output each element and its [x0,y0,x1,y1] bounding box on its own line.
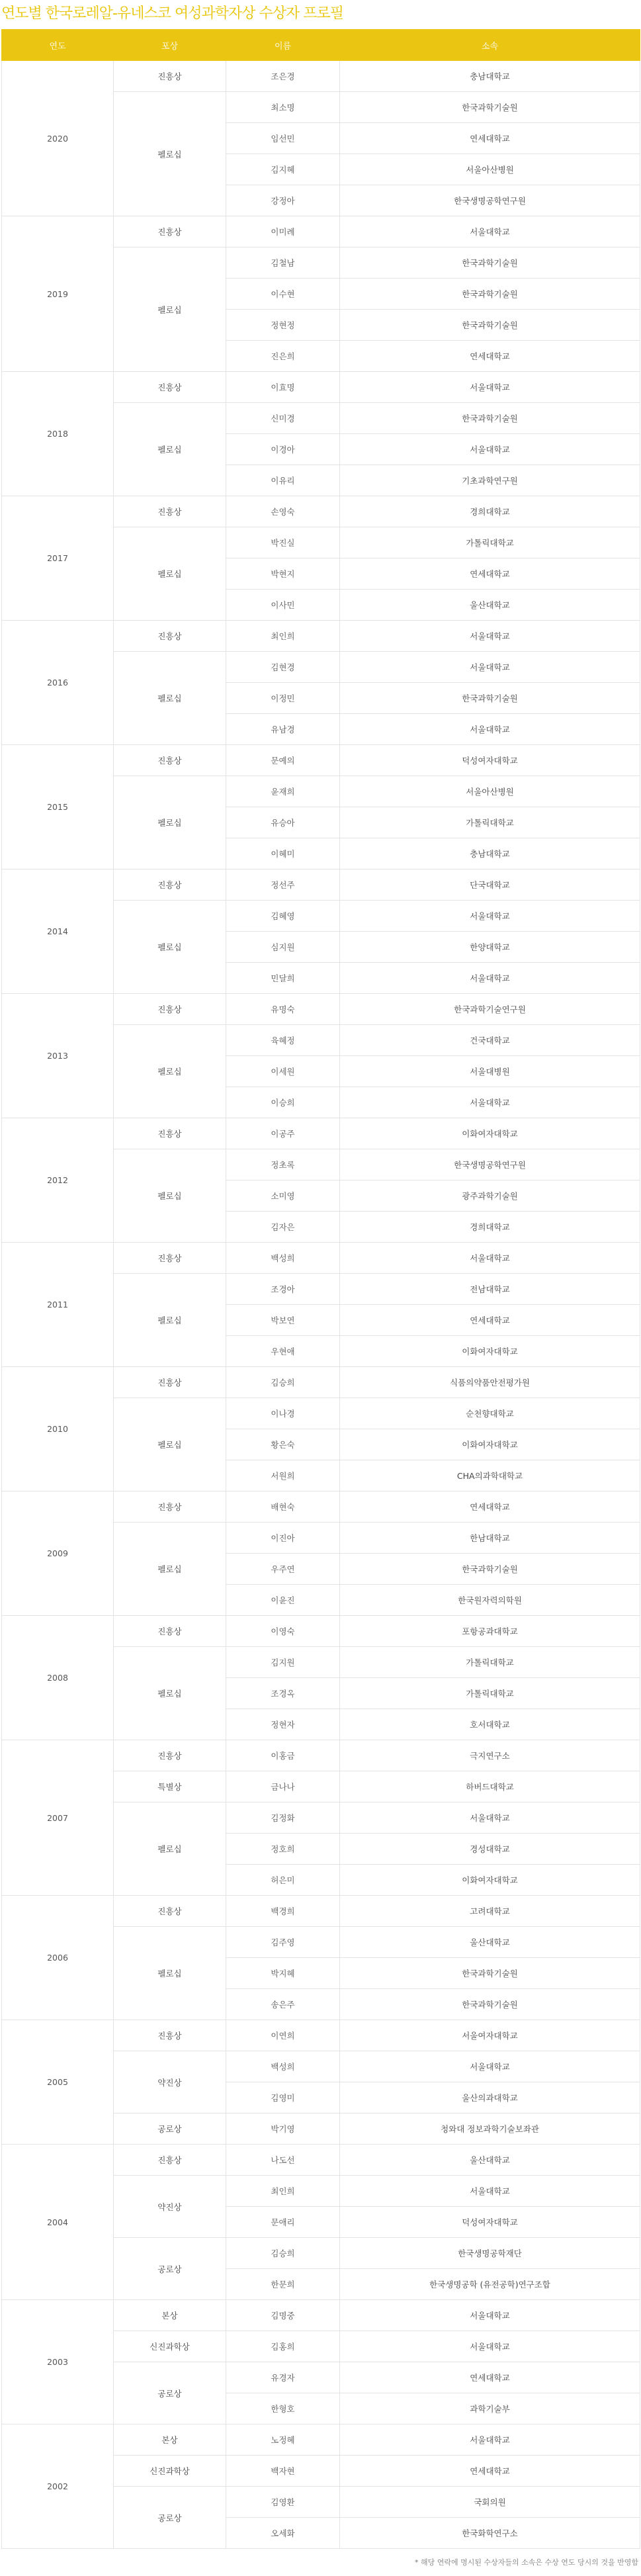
affiliation-cell: 한남대학교 [340,1523,640,1554]
affiliation-cell: 청와대 정보과학기술보좌관 [340,2113,640,2145]
table-row [2,1118,640,1149]
name-cell: 박기영 [226,2113,340,2145]
award-cell: 신진과학상 [114,2456,226,2487]
affiliation-cell: 가톨릭대학교 [340,527,640,558]
name-cell: 이사민 [226,590,340,621]
affiliation-cell: 경희대학교 [340,496,640,527]
affiliation-cell: 연세대학교 [340,2456,640,2487]
name-cell: 정현자 [226,1709,340,1740]
award-cell: 펠로십 [114,403,226,496]
header-affiliation: 소속 [340,30,640,61]
name-cell: 최소명 [226,92,340,123]
name-cell: 금나나 [226,1771,340,1802]
name-cell: 한형호 [226,2393,340,2424]
name-cell: 이세원 [226,1056,340,1087]
affiliation-cell: 극지연구소 [340,1740,640,1771]
name-cell: 백성희 [226,2051,340,2082]
affiliation-cell: 가톨릭대학교 [340,1647,640,1678]
awards-table [1,29,640,2549]
award-cell: 펠로십 [114,1647,226,1740]
year-cell: 2011 [2,1243,114,1367]
affiliation-cell: 한국과학기술원 [340,1989,640,2020]
name-cell: 이정민 [226,683,340,714]
name-cell: 김정화 [226,1802,340,1834]
name-cell: 정선주 [226,869,340,901]
award-cell: 약진상 [114,2051,226,2113]
year-cell: 2016 [2,621,114,745]
name-cell: 이승희 [226,1087,340,1118]
table-row [2,869,640,901]
affiliation-cell: 서울대학교 [340,901,640,932]
name-cell: 김지혜 [226,154,340,185]
award-cell: 펠로십 [114,1927,226,2020]
name-cell: 노정혜 [226,2424,340,2456]
affiliation-cell: 서울대학교 [340,1802,640,1834]
award-cell: 펠로십 [114,1802,226,1896]
year-cell: 2003 [2,2300,114,2424]
name-cell: 이윤진 [226,1585,340,1616]
name-cell: 한문희 [226,2269,340,2300]
affiliation-cell: 한국과학기술원 [340,1554,640,1585]
affiliation-cell: 서울대학교 [340,434,640,465]
affiliation-cell: 한국과학기술연구원 [340,994,640,1025]
table-row [2,2020,640,2051]
page-title: 연도별 한국로레알-유네스코 여성과학자상 수상자 프로필 [1,5,343,22]
name-cell: 박보연 [226,1305,340,1336]
affiliation-cell: CHA의과학대학교 [340,1460,640,1491]
award-cell: 특별상 [114,1771,226,1802]
affiliation-cell: 가톨릭대학교 [340,1678,640,1709]
name-cell: 손영숙 [226,496,340,527]
name-cell: 김현경 [226,652,340,683]
award-cell: 공로상 [114,2238,226,2300]
year-cell: 2005 [2,2020,114,2145]
name-cell: 민달희 [226,963,340,994]
name-cell: 김승희 [226,2238,340,2269]
affiliation-cell: 고려대학교 [340,1896,640,1927]
name-cell: 오세화 [226,2518,340,2549]
name-cell: 정현정 [226,310,340,341]
award-cell: 진흥상 [114,994,226,1025]
year-cell: 2020 [2,61,114,216]
affiliation-cell: 한양대학교 [340,932,640,963]
header-year: 연도 [2,30,114,61]
affiliation-cell: 연세대학교 [340,1305,640,1336]
award-cell: 진흥상 [114,1243,226,1274]
year-cell: 2014 [2,869,114,994]
award-cell: 진흥상 [114,1740,226,1771]
year-cell: 2018 [2,372,114,496]
year-cell: 2017 [2,496,114,621]
name-cell: 이수현 [226,279,340,310]
name-cell: 유명숙 [226,994,340,1025]
name-cell: 조은경 [226,61,340,92]
name-cell: 정호희 [226,1834,340,1865]
award-cell: 진흥상 [114,216,226,247]
name-cell: 김승희 [226,1367,340,1398]
affiliation-cell: 경성대학교 [340,1834,640,1865]
affiliation-cell: 서울대학교 [340,621,640,652]
award-cell: 진흥상 [114,1367,226,1398]
affiliation-cell: 이화여자대학교 [340,1429,640,1460]
affiliation-cell: 포항공과대학교 [340,1616,640,1647]
name-cell: 이경아 [226,434,340,465]
affiliation-cell: 서울대학교 [340,652,640,683]
affiliation-cell: 덕성여자대학교 [340,2207,640,2238]
year-cell: 2013 [2,994,114,1118]
affiliation-cell: 한국과학기술원 [340,279,640,310]
table-row [2,216,640,247]
name-cell: 서원희 [226,1460,340,1491]
affiliation-cell: 한국생명공학연구원 [340,1149,640,1180]
affiliation-cell: 연세대학교 [340,2362,640,2393]
award-cell: 공로상 [114,2113,226,2145]
table-row [2,1243,640,1274]
affiliation-cell: 서울대학교 [340,2051,640,2082]
name-cell: 배현숙 [226,1491,340,1523]
name-cell: 백성희 [226,1243,340,1274]
affiliation-cell: 기초과학연구원 [340,465,640,496]
award-cell: 펠로십 [114,1025,226,1118]
table-row [2,1491,640,1523]
affiliation-cell: 과학기술부 [340,2393,640,2424]
table-row [2,496,640,527]
affiliation-cell: 식품의약품안전평가원 [340,1367,640,1398]
name-cell: 이공주 [226,1118,340,1149]
name-cell: 이진아 [226,1523,340,1554]
award-cell: 진흥상 [114,2145,226,2176]
name-cell: 송은주 [226,1989,340,2020]
affiliation-cell: 서울대학교 [340,216,640,247]
award-cell: 약진상 [114,2176,226,2238]
year-cell: 2004 [2,2145,114,2300]
affiliation-cell: 한국과학기술원 [340,683,640,714]
table-row [2,1740,640,1771]
table-row [2,621,640,652]
name-cell: 육혜정 [226,1025,340,1056]
table-body [2,61,640,2549]
name-cell: 유경자 [226,2362,340,2393]
affiliation-cell: 한국화학연구소 [340,2518,640,2549]
affiliation-cell: 전남대학교 [340,1274,640,1305]
name-cell: 박진실 [226,527,340,558]
affiliation-cell: 광주과학기술원 [340,1180,640,1212]
affiliation-cell: 연세대학교 [340,558,640,590]
award-cell: 진흥상 [114,496,226,527]
table-row [2,745,640,776]
award-cell: 펠로십 [114,527,226,621]
name-cell: 임선민 [226,123,340,154]
affiliation-cell: 한국과학기술원 [340,403,640,434]
name-cell: 윤재희 [226,776,340,807]
name-cell: 이유리 [226,465,340,496]
award-cell: 신진과학상 [114,2331,226,2362]
name-cell: 최인희 [226,2176,340,2207]
affiliation-cell: 순천향대학교 [340,1398,640,1429]
table-row [2,372,640,403]
name-cell: 이홍금 [226,1740,340,1771]
name-cell: 우현애 [226,1336,340,1367]
affiliation-cell: 서울여자대학교 [340,2020,640,2051]
name-cell: 이미례 [226,216,340,247]
footnote: * 해당 연락에 명시된 수상자들의 소속은 수상 연도 당시의 것을 반영함 [415,2558,638,2567]
name-cell: 진은희 [226,341,340,372]
award-cell: 본상 [114,2424,226,2456]
name-cell: 조경옥 [226,1678,340,1709]
name-cell: 김홍희 [226,2331,340,2362]
affiliation-cell: 이화여자대학교 [340,1865,640,1896]
affiliation-cell: 이화여자대학교 [340,1336,640,1367]
award-cell: 진흥상 [114,372,226,403]
name-cell: 김철남 [226,247,340,279]
affiliation-cell: 서울대학교 [340,1087,640,1118]
award-cell: 진흥상 [114,1616,226,1647]
table-row [2,994,640,1025]
affiliation-cell: 한국생명공학재단 [340,2238,640,2269]
table-row [2,2145,640,2176]
name-cell: 백자현 [226,2456,340,2487]
name-cell: 조경아 [226,1274,340,1305]
name-cell: 박지혜 [226,1958,340,1989]
affiliation-cell: 한국과학기술원 [340,92,640,123]
affiliation-cell: 가톨릭대학교 [340,807,640,838]
award-cell: 펠로십 [114,776,226,869]
name-cell: 백경희 [226,1896,340,1927]
award-cell: 펠로십 [114,1398,226,1491]
table-row [2,1896,640,1927]
affiliation-cell: 한국과학기술원 [340,247,640,279]
affiliation-cell: 서울대학교 [340,1243,640,1274]
award-cell: 진흥상 [114,745,226,776]
affiliation-cell: 서울대학교 [340,2176,640,2207]
affiliation-cell: 서울대학교 [340,714,640,745]
name-cell: 김영환 [226,2487,340,2518]
name-cell: 이영숙 [226,1616,340,1647]
name-cell: 김자은 [226,1212,340,1243]
affiliation-cell: 서울대학교 [340,2300,640,2331]
award-cell: 펠로십 [114,247,226,372]
affiliation-cell: 서울대병원 [340,1056,640,1087]
award-cell: 펠로십 [114,1274,226,1367]
affiliation-cell: 연세대학교 [340,123,640,154]
affiliation-cell: 건국대학교 [340,1025,640,1056]
award-cell: 펠로십 [114,1523,226,1616]
affiliation-cell: 서울대학교 [340,372,640,403]
affiliation-cell: 서울대학교 [340,963,640,994]
name-cell: 강정아 [226,185,340,216]
affiliation-cell: 국회의원 [340,2487,640,2518]
year-cell: 2010 [2,1367,114,1491]
award-cell: 진흥상 [114,1118,226,1149]
table-row [2,2424,640,2456]
affiliation-cell: 서울대학교 [340,2331,640,2362]
name-cell: 김주영 [226,1927,340,1958]
affiliation-cell: 이화여자대학교 [340,1118,640,1149]
affiliation-cell: 충남대학교 [340,61,640,92]
name-cell: 문애리 [226,2207,340,2238]
award-cell: 진흥상 [114,869,226,901]
affiliation-cell: 덕성여자대학교 [340,745,640,776]
award-cell: 펠로십 [114,901,226,994]
affiliation-cell: 서울아산병원 [340,154,640,185]
affiliation-cell: 서울대학교 [340,2424,640,2456]
table-row [2,1616,640,1647]
affiliation-cell: 울산대학교 [340,2145,640,2176]
year-cell: 2015 [2,745,114,869]
table-header-row [2,30,640,61]
name-cell: 김지원 [226,1647,340,1678]
affiliation-cell: 서울아산병원 [340,776,640,807]
table-row [2,61,640,92]
name-cell: 유남경 [226,714,340,745]
year-cell: 2019 [2,216,114,372]
award-cell: 진흥상 [114,621,226,652]
name-cell: 신미경 [226,403,340,434]
name-cell: 이혜미 [226,838,340,869]
name-cell: 정초록 [226,1149,340,1180]
table-row [2,1367,640,1398]
header-award: 포상 [114,30,226,61]
name-cell: 김명중 [226,2300,340,2331]
award-cell: 펠로십 [114,652,226,745]
name-cell: 이나경 [226,1398,340,1429]
affiliation-cell: 한국과학기술원 [340,310,640,341]
affiliation-cell: 울산의과대학교 [340,2082,640,2113]
name-cell: 최인희 [226,621,340,652]
affiliation-cell: 한국원자력의학원 [340,1585,640,1616]
year-cell: 2006 [2,1896,114,2020]
table-row [2,2300,640,2331]
affiliation-cell: 연세대학교 [340,1491,640,1523]
award-cell: 진흥상 [114,61,226,92]
award-cell: 공로상 [114,2487,226,2549]
name-cell: 이연희 [226,2020,340,2051]
affiliation-cell: 하버드대학교 [340,1771,640,1802]
affiliation-cell: 한국생명공학연구원 [340,185,640,216]
name-cell: 황은숙 [226,1429,340,1460]
affiliation-cell: 한국생명공학 (유전공학)연구조합 [340,2269,640,2300]
affiliation-cell: 단국대학교 [340,869,640,901]
award-cell: 펠로십 [114,1149,226,1243]
award-cell: 본상 [114,2300,226,2331]
name-cell: 문예의 [226,745,340,776]
name-cell: 나도선 [226,2145,340,2176]
name-cell: 유승아 [226,807,340,838]
affiliation-cell: 연세대학교 [340,341,640,372]
name-cell: 허은미 [226,1865,340,1896]
year-cell: 2009 [2,1491,114,1616]
award-cell: 진흥상 [114,1491,226,1523]
affiliation-cell: 한국과학기술원 [340,1958,640,1989]
name-cell: 우주연 [226,1554,340,1585]
year-cell: 2008 [2,1616,114,1740]
name-cell: 김영미 [226,2082,340,2113]
header-name: 이름 [226,30,340,61]
year-cell: 2007 [2,1740,114,1896]
affiliation-cell: 울산대학교 [340,590,640,621]
name-cell: 박현지 [226,558,340,590]
name-cell: 이효명 [226,372,340,403]
year-cell: 2012 [2,1118,114,1243]
affiliation-cell: 충남대학교 [340,838,640,869]
affiliation-cell: 호서대학교 [340,1709,640,1740]
affiliation-cell: 울산대학교 [340,1927,640,1958]
affiliation-cell: 경희대학교 [340,1212,640,1243]
year-cell: 2002 [2,2424,114,2549]
name-cell: 김혜영 [226,901,340,932]
name-cell: 심지원 [226,932,340,963]
award-cell: 펠로십 [114,92,226,216]
award-cell: 진흥상 [114,2020,226,2051]
award-cell: 진흥상 [114,1896,226,1927]
name-cell: 소미영 [226,1180,340,1212]
award-cell: 공로상 [114,2362,226,2424]
